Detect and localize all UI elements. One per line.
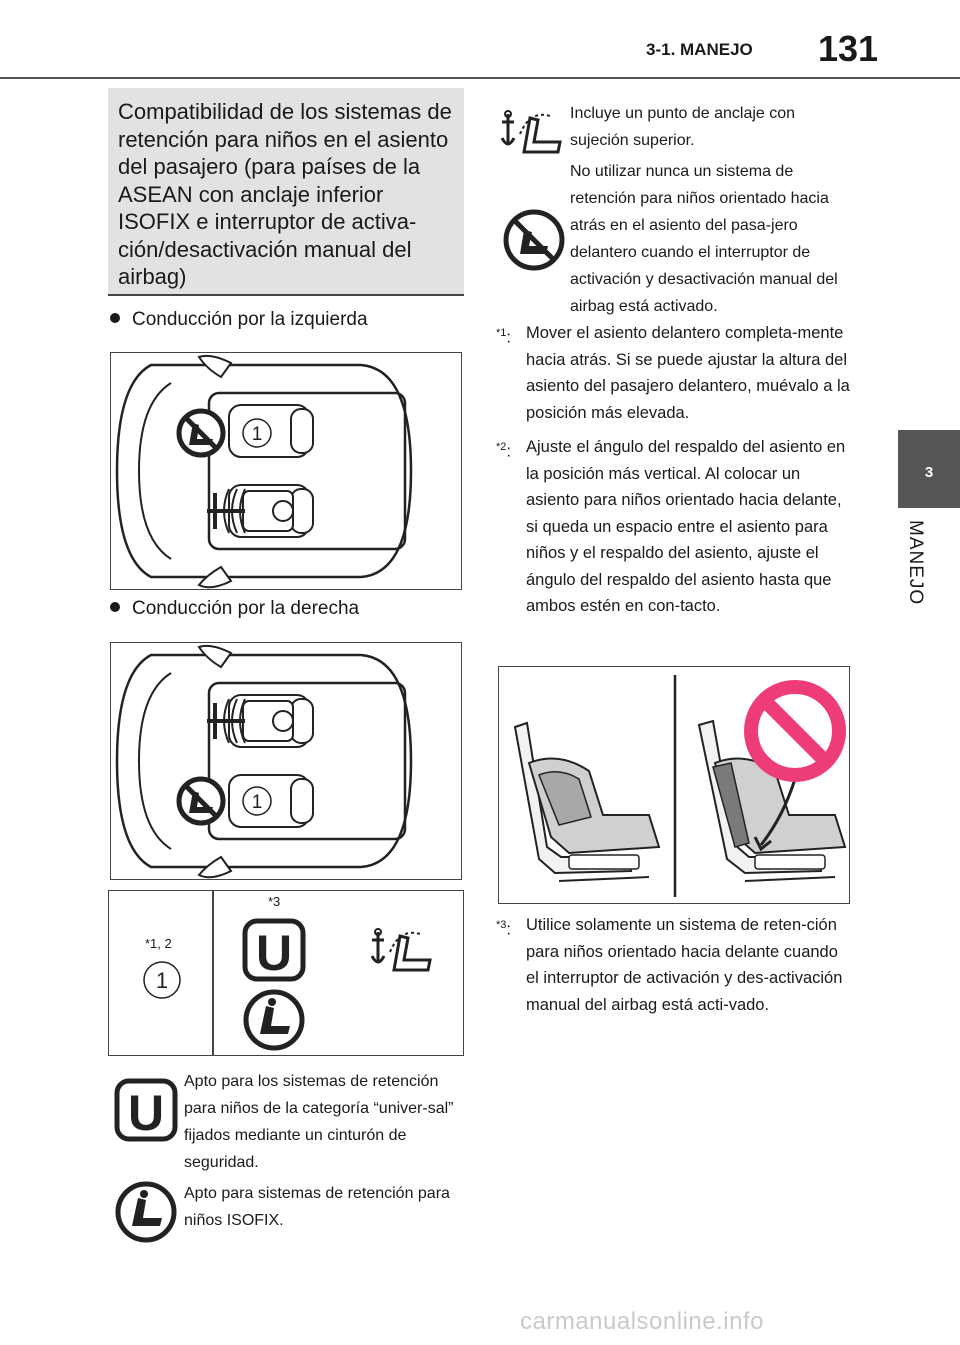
no-rear-facing-icon bbox=[502, 208, 566, 272]
bullet-dot bbox=[110, 602, 120, 612]
legend-isofix: Apto para sistemas de retención para niños ISOFIX. bbox=[184, 1185, 450, 1229]
no-rear-facing-icon bbox=[179, 411, 223, 455]
legend-universal: Apto para los sistemas de retención para niños de la categoría “univer-sal” fijados mediante un cinturón de seguridad. bbox=[184, 1073, 454, 1171]
footnote-2 bbox=[496, 434, 850, 620]
svg-text:U: U bbox=[127, 1085, 165, 1141]
chapter-tab: 3 bbox=[898, 430, 960, 508]
legend-no-rear-facing: No utilizar nunca un sistema de retención para niños orientado hacia atrás en el asiento del pasa-jero delantero cuando el interruptor de activación y desactivación manual del airbag está activado. bbox=[570, 163, 838, 315]
car-top-view-rhd bbox=[111, 643, 463, 881]
top-tether-icon bbox=[500, 104, 566, 158]
chapter-tab-label: MANEJO bbox=[905, 520, 926, 606]
bullet-dot bbox=[110, 313, 120, 323]
table-divider bbox=[212, 890, 214, 1056]
seat-angle-figure bbox=[498, 666, 850, 904]
incorrect-seat-illustration bbox=[699, 721, 845, 881]
bullet-label: Conducción por la derecha bbox=[132, 598, 360, 619]
isofix-icon bbox=[242, 988, 306, 1052]
bullet-label: Conducción por la izquierda bbox=[132, 309, 368, 330]
footnote-3 bbox=[496, 912, 850, 1018]
seat-angle-illustration bbox=[499, 667, 851, 905]
legend-top-tether: Incluye un punto de anclaje con sujeción superior. bbox=[570, 105, 796, 149]
seat-marker: 1 bbox=[251, 424, 263, 445]
top-tether-icon bbox=[370, 922, 436, 976]
footnote-text: Utilice solamente un sistema de reten-ción para niños orientado hacia delante cuando el interruptor de activación y des-activación manual del airbag está acti-vado. bbox=[526, 916, 843, 1014]
page-number: 131 bbox=[818, 28, 879, 69]
bullet-left-hand-drive bbox=[110, 309, 368, 331]
seat-marker: 1 bbox=[251, 792, 263, 813]
universal-seat-icon bbox=[242, 918, 306, 982]
no-rear-facing-icon bbox=[179, 779, 223, 823]
footnote-mark: $^{*1}$: bbox=[496, 327, 511, 347]
footnote-text: Ajuste el ángulo del respaldo del asiento en la posición más vertical. Al colocar un asiento para niños orientado hacia delante, si queda un espacio entre el asiento para niños y el respaldo del asiento, ajuste el ángulo del respaldo del asiento hasta que ambos estén en con-tacto. bbox=[526, 438, 846, 615]
bullet-right-hand-drive bbox=[110, 598, 359, 620]
universal-seat-icon bbox=[114, 1078, 178, 1142]
section-heading: Compatibilidad de los sistemas de retención para niños en el asiento del pasajero (para países de la ASEAN con anclaje inferior ISOFIX e interruptor de activa-ción/desactivación manual del airbag) bbox=[108, 88, 464, 296]
car-diagram-lhd bbox=[110, 352, 462, 590]
table-note-1-2: *1, 2 bbox=[145, 936, 172, 951]
child-seat-top-view bbox=[207, 489, 293, 533]
footnote-text: Mover el asiento delantero completa-mente hacia atrás. Si se puede ajustar la altura del asiento del pasajero delantero, muévalo a la posición más elevada. bbox=[526, 324, 850, 422]
footnote-mark: $^{*3}$: bbox=[496, 919, 511, 939]
child-seat-top-view bbox=[207, 699, 293, 743]
table-seat-marker bbox=[140, 958, 184, 1002]
footnote-1 bbox=[496, 320, 850, 426]
section-title: 3-1. MANEJO bbox=[646, 40, 753, 59]
footnote-mark: $^{*2}$: bbox=[496, 441, 511, 461]
svg-text:U: U bbox=[255, 925, 293, 981]
correct-seat-illustration bbox=[515, 723, 659, 881]
svg-text:1: 1 bbox=[155, 968, 169, 993]
car-diagram-rhd bbox=[110, 642, 462, 880]
watermark: carmanualsonline.info bbox=[520, 1308, 764, 1335]
isofix-icon bbox=[114, 1180, 178, 1244]
table-note-3: *3 bbox=[268, 894, 281, 909]
prohibited-icon bbox=[751, 687, 839, 775]
header-rule bbox=[0, 77, 960, 79]
car-top-view-lhd bbox=[111, 353, 463, 591]
